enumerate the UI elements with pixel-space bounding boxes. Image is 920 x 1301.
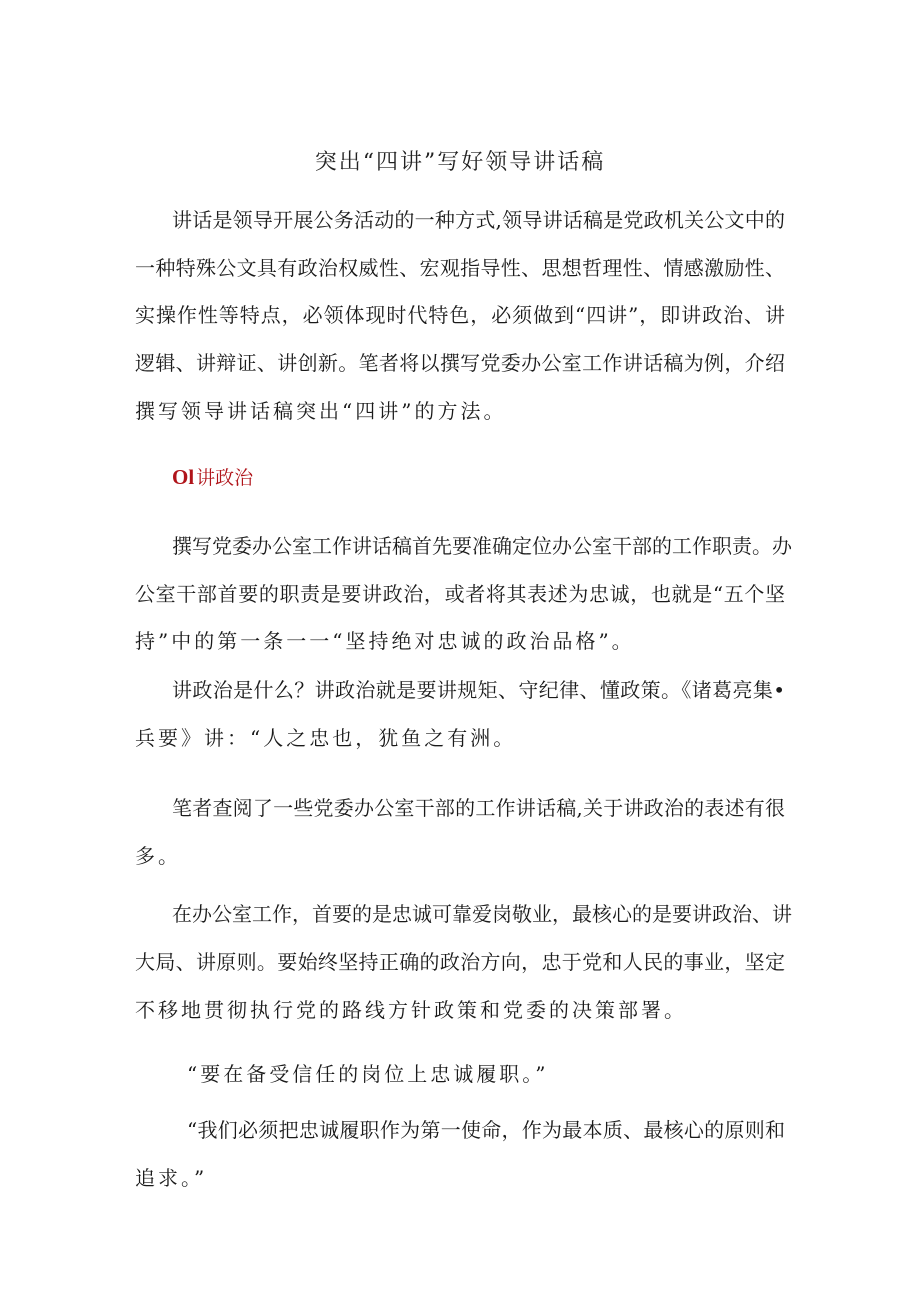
paragraph-line: 兵要》讲：“人之忠也，犹鱼之有洲。: [135, 726, 517, 750]
document-title: 突出“四讲”写好领导讲话稿: [314, 150, 606, 175]
paragraph-line: 逻辑、讲辩证、讲创新。笔者将以撰写党委办公室工作讲话稿为例，介绍: [135, 351, 785, 375]
paragraph-line: 不移地贯彻执行党的路线方针政策和党委的决策部署。: [135, 998, 687, 1022]
paragraph-line: 多。: [135, 844, 181, 868]
paragraph-line: 持”中的第一条一一“坚持绝对忠诚的政治品格”。: [135, 629, 635, 653]
section-heading: [172, 463, 253, 490]
paragraph-line: 实操作性等特点，必领体现时代特色，必须做到“四讲”，即讲政治、讲: [135, 303, 785, 327]
section-label: 讲政治: [196, 467, 254, 489]
paragraph-line: “要在备受信任的岗位上忠诚履职。”: [187, 1062, 549, 1086]
paragraph-line: 笔者查阅了一些党委办公室干部的工作讲话稿,关于讲政治的表述有很: [172, 796, 785, 820]
paragraph-line: 追求。”: [135, 1166, 208, 1190]
paragraph-line: 讲话是领导开展公务活动的一种方式,领导讲话稿是党政机关公文中的: [172, 208, 785, 232]
paragraph-line: 一种特殊公文具有政治权威性、宏观指导性、思想哲理性、情感激励性、: [135, 256, 785, 280]
paragraph-line: “我们必须把忠诚履职作为第一使命，作为最本质、最核心的原则和: [187, 1118, 785, 1142]
paragraph-line: 公室干部首要的职责是要讲政治，或者将其表述为忠诚，也就是“五个坚: [135, 582, 785, 606]
section-number: Ol: [172, 465, 195, 489]
paragraph-line: 讲政治是什么？讲政治就是要讲规矩、守纪律、懂政策。《诸葛亮集•: [172, 678, 785, 702]
paragraph-line: 大局、讲原则。要始终坚持正确的政治方向，忠于党和人民的事业，坚定: [135, 950, 785, 974]
paragraph-line: 在办公室工作，首要的是忠诚可靠爱岗敬业，最核心的是要讲政治、讲: [172, 902, 792, 926]
paragraph-line: 撰写领导讲话稿突出“四讲”的方法。: [135, 399, 507, 423]
paragraph-line: 撰写党委办公室工作讲话稿首先要准确定位办公室干部的工作职责。办: [172, 534, 792, 558]
